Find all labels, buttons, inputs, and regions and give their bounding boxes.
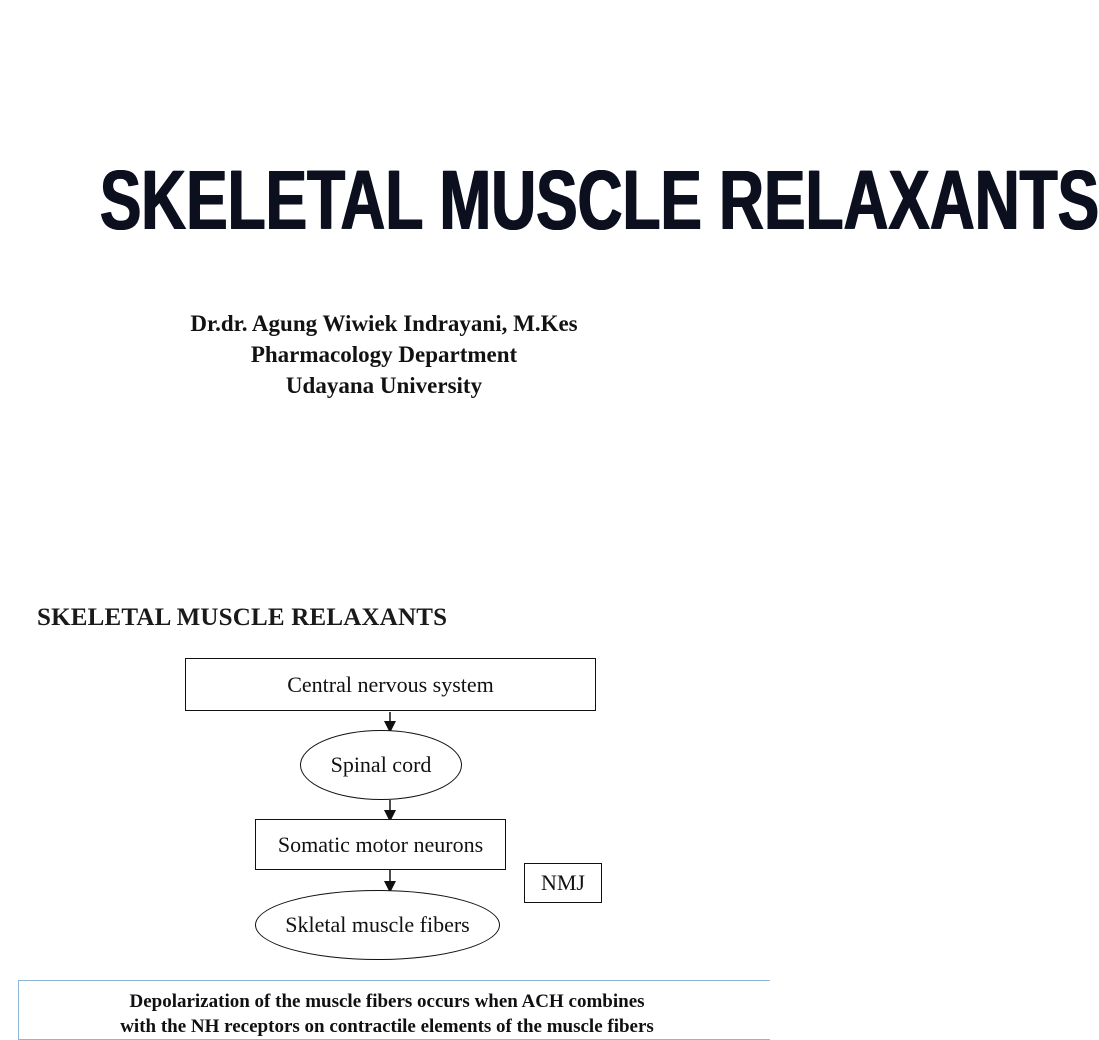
author-block [0, 308, 768, 401]
author-name: Dr.dr. Agung Wiwiek Indrayani, M.Kes [190, 311, 578, 336]
spinal-cord-oval: Spinal cord [300, 730, 462, 800]
note-text [19, 989, 755, 1039]
slide-title: SKELETAL MUSCLE RELAXANTS [37, 604, 448, 631]
note-line-2: with the NH receptors on contractile elements of the muscle fibers [120, 1016, 654, 1037]
nmj-box: NMJ [524, 863, 602, 903]
presentation-title: SKELETAL MUSCLE RELAXANTS [99, 153, 1099, 247]
university-name: Udayana University [285, 373, 483, 398]
note-line-1: Depolarization of the muscle fibers occurs when ACH combines [129, 991, 645, 1012]
somatic-motor-neurons-box: Somatic motor neurons [255, 819, 506, 870]
department-name: Pharmacology Department [250, 342, 518, 367]
skeletal-muscle-fibers-oval: Skletal muscle fibers [255, 890, 500, 960]
note-box [18, 980, 770, 1040]
cns-box: Central nervous system [185, 658, 596, 711]
